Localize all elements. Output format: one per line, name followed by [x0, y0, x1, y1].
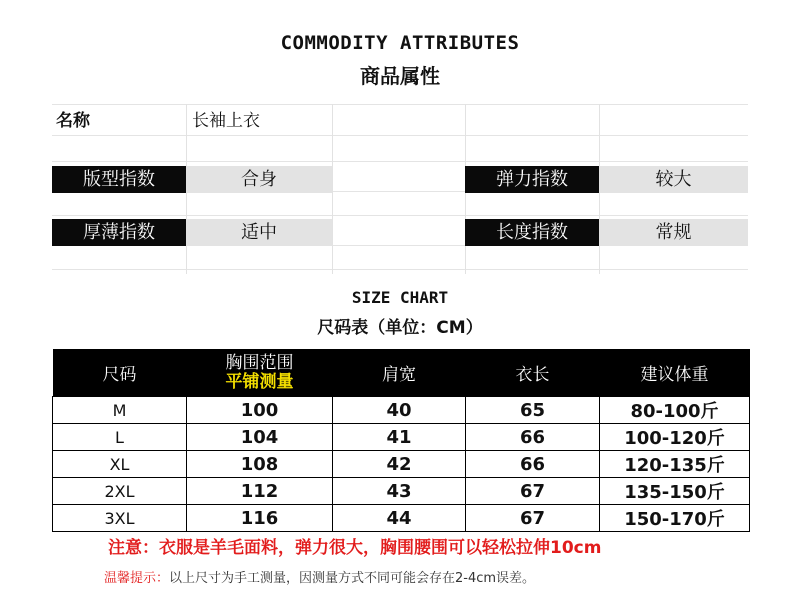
name-value: 长袖上衣: [192, 111, 260, 131]
size-table: [52, 349, 750, 532]
cell-length: 66: [466, 424, 600, 451]
grid-line: [52, 161, 748, 162]
grid-line: [52, 269, 748, 270]
cell-shoulder: 40: [333, 397, 466, 424]
cell-length: 65: [466, 397, 600, 424]
cell-size: L: [53, 424, 187, 451]
cell-shoulder: 44: [333, 505, 466, 532]
grid-line: [52, 135, 748, 136]
tip-text: 以上尺寸为手工测量，因测量方式不同可能会存在2-4cm误差。: [169, 571, 536, 586]
header-size: 尺码: [53, 349, 187, 397]
elastic-value: 较大: [599, 166, 748, 193]
length-label: 长度指数: [465, 219, 599, 246]
cell-weight: 135-150斤: [600, 478, 750, 505]
thickness-value: 适中: [186, 219, 332, 246]
table-row: [53, 478, 750, 505]
name-label: 名称: [56, 111, 90, 131]
size-chart-title-cn: 尺码表（单位：CM）: [317, 318, 483, 338]
fit-value: 合身: [186, 166, 332, 193]
cell-chest: 116: [187, 505, 333, 532]
commodity-attributes-title: COMMODITY ATTRIBUTES: [280, 32, 520, 54]
header-weight: 建议体重: [600, 349, 750, 397]
fit-label: 版型指数: [52, 166, 186, 193]
header-length: 衣长: [466, 349, 600, 397]
tip-label: 温馨提示：: [104, 571, 170, 586]
thickness-label: 厚薄指数: [52, 219, 186, 246]
cell-shoulder: 41: [333, 424, 466, 451]
grid-line: [52, 104, 748, 105]
commodity-attributes-title-cn: 商品属性: [360, 64, 440, 88]
header-chest-note: 平铺测量: [225, 371, 294, 392]
cell-chest: 104: [187, 424, 333, 451]
cell-size: 2XL: [53, 478, 187, 505]
cell-weight: 150-170斤: [600, 505, 750, 532]
cell-length: 66: [466, 451, 600, 478]
grid-line: [52, 215, 748, 216]
cell-weight: 120-135斤: [600, 451, 750, 478]
cell-weight: 80-100斤: [600, 397, 750, 424]
elastic-label: 弹力指数: [465, 166, 599, 193]
grid-line: [332, 104, 333, 274]
cell-size: XL: [53, 451, 187, 478]
fabric-warning-note: 注意：衣服是羊毛面料，弹力很大，胸围腰围可以轻松拉伸10cm: [108, 538, 602, 558]
cell-size: M: [53, 397, 187, 424]
cell-length: 67: [466, 505, 600, 532]
cell-shoulder: 43: [333, 478, 466, 505]
table-row: [53, 505, 750, 532]
cell-weight: 100-120斤: [600, 424, 750, 451]
table-row: [53, 424, 750, 451]
table-row: [53, 451, 750, 478]
table-row: [53, 397, 750, 424]
length-value: 常规: [599, 219, 748, 246]
cell-shoulder: 42: [333, 451, 466, 478]
header-chest-label: 胸围范围: [225, 352, 294, 373]
cell-chest: 112: [187, 478, 333, 505]
cell-chest: 100: [187, 397, 333, 424]
cell-length: 67: [466, 478, 600, 505]
size-chart-title: SIZE CHART: [351, 288, 449, 307]
header-shoulder: 肩宽: [333, 349, 466, 397]
size-table-header: [53, 349, 750, 397]
cell-size: 3XL: [53, 505, 187, 532]
cell-chest: 108: [187, 451, 333, 478]
header-chest: [187, 349, 333, 397]
measurement-tip: [104, 567, 535, 586]
